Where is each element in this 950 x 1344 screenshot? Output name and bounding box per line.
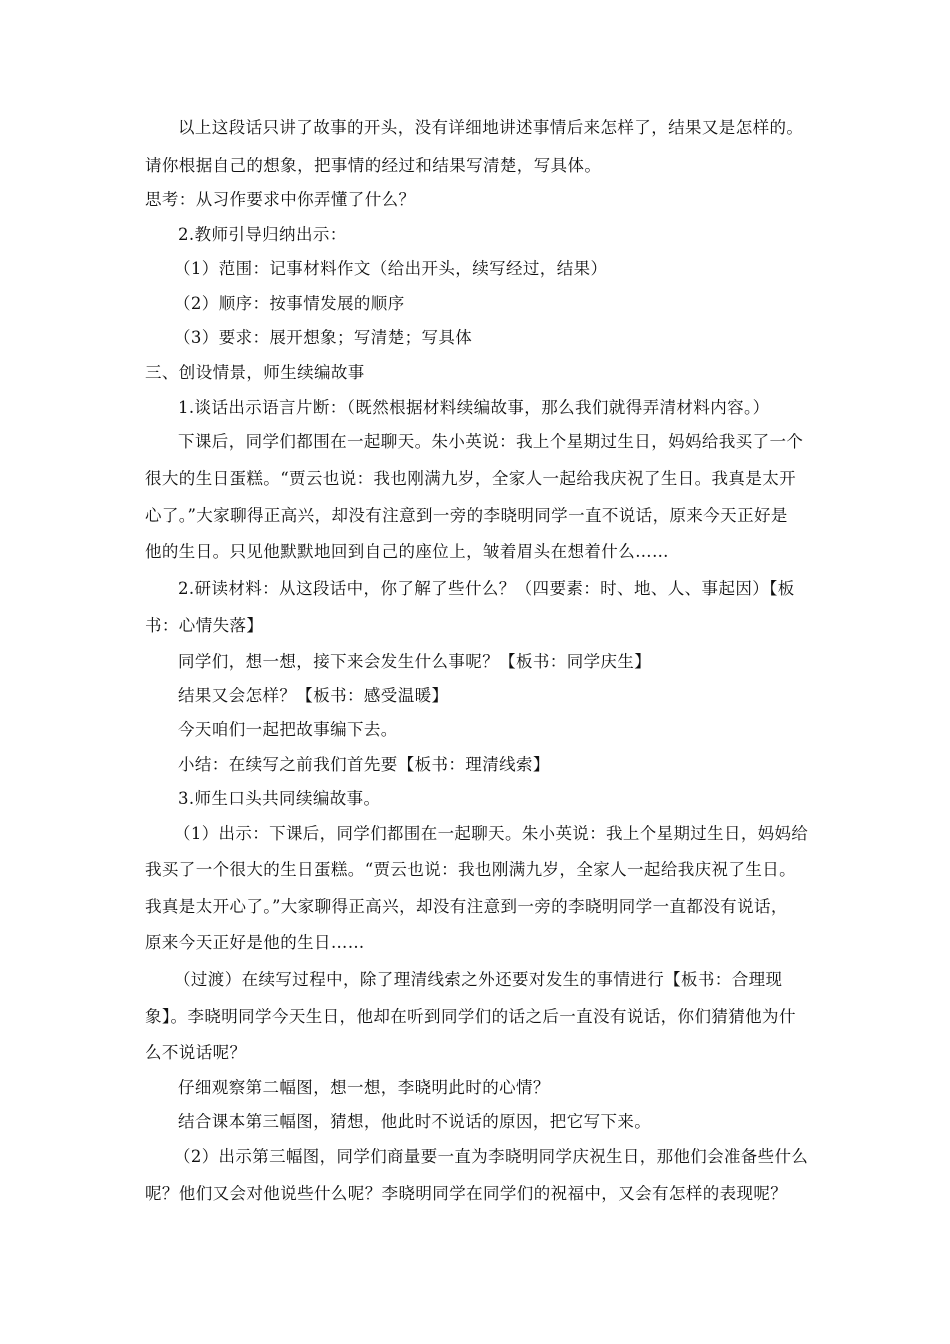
text-line: （2）出示第三幅图，同学们商量要一直为李晓明同学庆祝生日，那他们会准备些什么: [174, 1147, 809, 1166]
section-heading: 三、创设情景，师生续编故事: [145, 363, 365, 382]
text-line: 今天咱们一起把故事编下去。: [178, 720, 398, 739]
text-line: 结果又会怎样？【板书：感受温暖】: [178, 686, 449, 705]
text-line: 象】。李晓明同学今天生日，他却在听到同学们的话之后一直没有说话，你们猜猜他为什: [145, 1007, 796, 1026]
text-line: 以上这段话只讲了故事的开头，没有详细地讲述事情后来怎样了，结果又是怎样的。: [178, 118, 804, 137]
text-line: 很大的生日蛋糕。“贾云也说：我也刚满九岁，全家人一起给我庆祝了生日。我真是太开: [145, 469, 797, 488]
text-line: 2.教师引导归纳出示：: [178, 225, 347, 244]
text-line: 同学们，想一想，接下来会发生什么事呢？【板书：同学庆生】: [178, 652, 652, 671]
list-item: （1）范围：记事材料作文（给出开头，续写经过，结果）: [174, 259, 608, 278]
text-line: 1.谈话出示语言片断：（既然根据材料续编故事，那么我们就得弄清材料内容。）: [178, 398, 770, 417]
text-line: 3.师生口头共同续编故事。: [178, 789, 381, 808]
text-line: （过渡）在续写过程中，除了理清线索之外还要对发生的事情进行【板书：合理现: [174, 970, 783, 989]
text-line: 仔细观察第二幅图，想一想，李晓明此时的心情？: [178, 1078, 550, 1097]
list-item: （2）顺序：按事情发展的顺序: [174, 294, 405, 313]
text-line: 么不说话呢？: [145, 1043, 247, 1062]
text-line: 呢？他们又会对他说些什么呢？李晓明同学在同学们的祝福中，又会有怎样的表现呢？: [145, 1184, 788, 1203]
text-line: （1）出示：下课后，同学们都围在一起聊天。朱小英说：我上个星期过生日，妈妈给: [174, 824, 809, 843]
text-line: 请你根据自己的想象，把事情的经过和结果写清楚，写具体。: [145, 156, 602, 175]
text-line: 书：心情失落】: [145, 616, 264, 635]
text-line: 原来今天正好是他的生日……: [145, 933, 365, 952]
text-line: 他的生日。只见他默默地回到自己的座位上，皱着眉头在想着什么……: [145, 542, 669, 561]
text-line: 下课后，同学们都围在一起聊天。朱小英说：我上个星期过生日，妈妈给我买了一个: [178, 432, 804, 451]
text-line: 我买了一个很大的生日蛋糕。“贾云也说：我也刚满九岁，全家人一起给我庆祝了生日。: [145, 860, 797, 879]
text-line: 小结：在续写之前我们首先要【板书：理清线索】: [178, 755, 550, 774]
list-item: （3）要求：展开想象；写清楚；写具体: [174, 328, 473, 347]
text-line: 我真是太开心了。”大家聊得正高兴，却没有注意到一旁的李晓明同学一直都没有说话，: [145, 897, 788, 916]
text-line: 心了。”大家聊得正高兴，却没有注意到一旁的李晓明同学一直不说话，原来今天正好是: [145, 506, 788, 525]
text-line: 结合课本第三幅图，猜想，他此时不说话的原因，把它写下来。: [178, 1112, 652, 1131]
text-line: 思考：从习作要求中你弄懂了什么？: [145, 190, 416, 209]
text-line: 2.研读材料：从这段话中，你了解了些什么？（四要素：时、地、人、事起因）【板: [178, 579, 795, 598]
